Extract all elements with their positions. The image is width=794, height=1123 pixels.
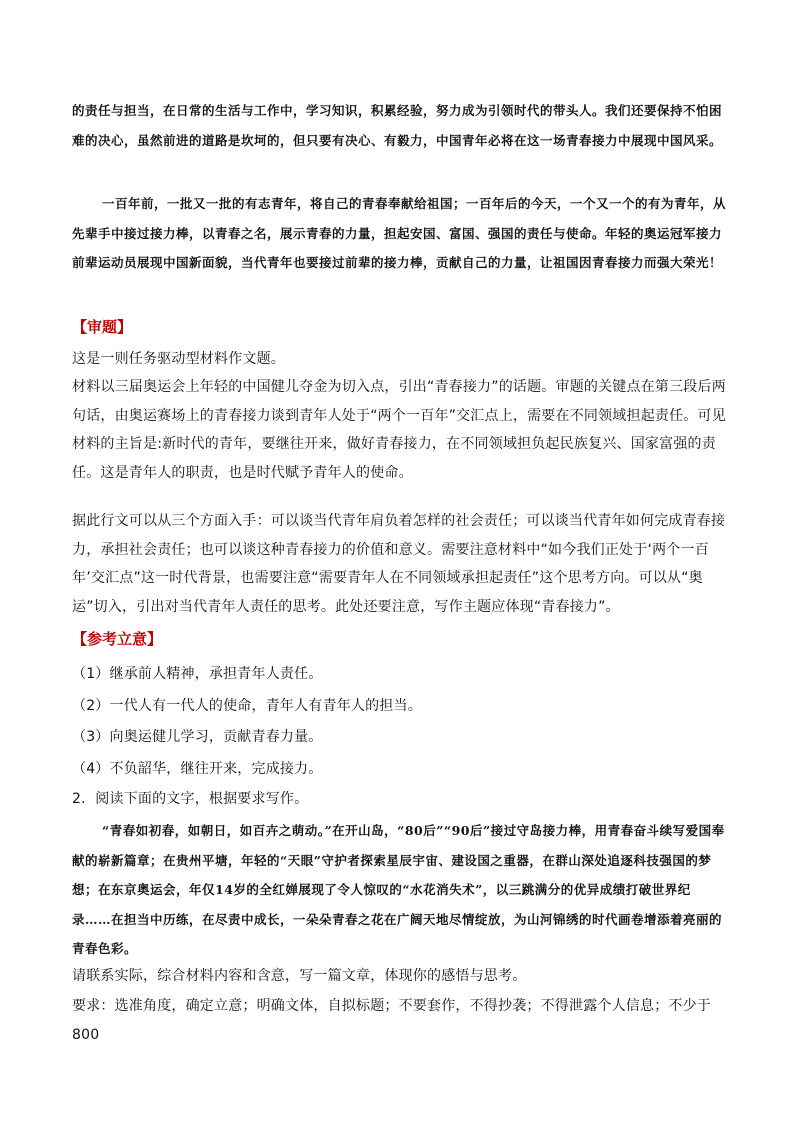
cankao-list bbox=[72, 659, 728, 785]
question-2-prompt: 请联系实际，综合材料内容和含意，写一篇文章，体现你的感悟与思考。 bbox=[72, 968, 527, 984]
shenti-approach: 据此行文可以从三个方面入手：可以谈当代青年肩负着怎样的社会责任；可以谈当代青年如何完成青春接力，承担社会责任；也可以谈这种青春接力的价值和意义。需要注意材料中“如今我们正处于‘两个一百年’交汇点”这一时代背景，也需要注意“需要青年人在不同领域承担起责任”这个思考方向。可以从“奥运”切入，引出对当代青年人责任的思考。此处还要注意，写作主题应体现“青春接力”。 bbox=[72, 513, 726, 615]
question-2-material: “青春如初春，如朝日，如百卉之萌动。”在开山岛，“80后”“90后”接过守岛接力棒，用青春奋斗续写爱国奉献的崭新篇章；在贵州平塘，年轻的“天眼”守护者探索星辰宇宙、建设国之重器，在群山深处追逐科技强国的梦想；在东京奥运会，年仅14岁的全红婵展现了令人惊叹的“水花消失术”，以三跳满分的优异成绩打破世界纪录……在担当中历练，在尽责中成长，一朵朵青春之花在广阔天地尽情绽放，为山河锦绣的时代画卷增添着亮丽的青春色彩。 bbox=[72, 823, 725, 956]
cankao-item-3: （3）向奥运健儿学习，贡献青春力量。 bbox=[72, 729, 323, 745]
cankao-item-4: （4）不负韶华，继往开来，完成接力。 bbox=[72, 760, 323, 777]
shenti-intro: 这是一则任务驱动型材料作文题。 bbox=[72, 351, 285, 367]
essay-paragraph-1: 的责任与担当，在日常的生活与工作中，学习知识，积累经验，努力成为引领时代的带头人。我们还要保持不怕困难的决心，虽然前进的道路是坎坷的，但只要有决心、有毅力，中国青年必将在这一场青春接力中展现中国风采。 bbox=[72, 103, 723, 148]
cankao-item-2: （2）一代人有一代人的使命，青年人有青年人的担当。 bbox=[72, 697, 422, 714]
question-2-title: 2．阅读下面的文字，根据要求写作。 bbox=[72, 791, 309, 807]
shenti-heading: 【审题】 bbox=[72, 319, 133, 336]
question-2-requirement: 要求：选准角度，确定立意；明确文体，自拟标题；不要套作，不得抄袭；不得泄露个人信息；不少于 800 bbox=[72, 998, 711, 1043]
cankao-item-1: （1）继承前人精神，承担青年人责任。 bbox=[72, 666, 323, 682]
essay-paragraph-2: 一百年前，一批又一批的有志青年，将自己的青春奉献给祖国；一百年后的今天，一个又一个的有为青年，从先辈手中接过接力棒，以青春之名，展示青春的力量，担起安国、富国、强国的责任与使命。年轻的奥运冠军接力前辈运动员展现中国新面貌，当代青年也要接过前辈的接力棒，贡献自己的力量，让祖国因青春接力而强大荣光！ bbox=[72, 196, 727, 270]
cankao-heading: 【参考立意】 bbox=[72, 631, 163, 648]
shenti-analysis: 材料以三届奥运会上年轻的中国健儿夺金为切入点，引出“青春接力”的话题。审题的关键点在第三段后两句话，由奥运赛场上的青春接力谈到青年人处于“两个一百年”交汇点上，需要在不同领域担起责任。可见材料的主旨是:新时代的青年，要继往开来，做好青春接力，在不同领域担负起民族复兴、国家富强的责任。这是青年人的职责，也是时代赋予青年人的使命。 bbox=[72, 379, 726, 481]
